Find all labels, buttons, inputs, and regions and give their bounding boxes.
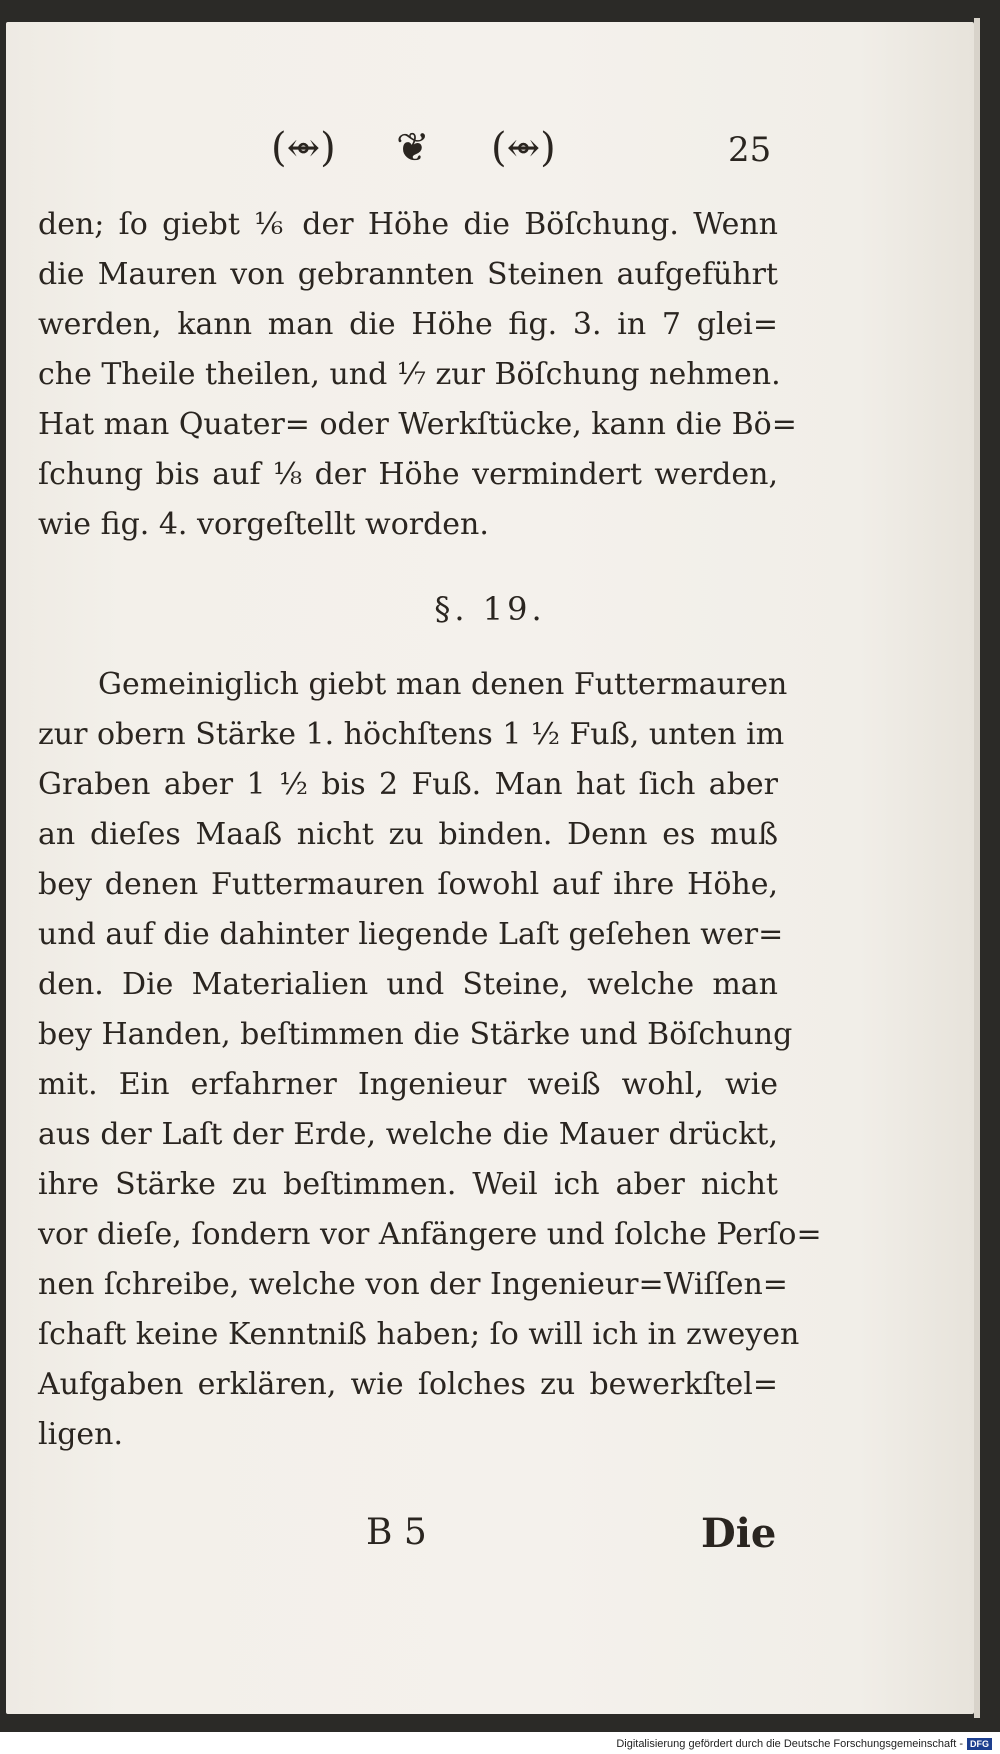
text-line: und auf die dahinter liegende Laſt geſehen wer= (38, 917, 784, 952)
text-line: den; ſo giebt ⅙ der Höhe die Böſchung. Wenn (38, 207, 778, 242)
text-line: mit. Ein erfahrner Ingenieur weiß wohl, wie (38, 1067, 778, 1102)
text-line: ſchaft keine Kenntniß haben; ſo will ich in zweyen (38, 1317, 800, 1352)
text-line: ihre Stärke zu beſtimmen. Weil ich aber nicht (38, 1167, 778, 1202)
signature-mark: B 5 (366, 1512, 427, 1553)
text-line: werden, kann man die Höhe fig. 3. in 7 glei= (38, 307, 778, 342)
text-line: an dieſes Maaß nicht zu binden. Denn es muß (38, 817, 778, 852)
paragraph-top (38, 200, 797, 550)
text-line: zur obern Stärke 1. höchſtens 1 ½ Fuß, unten im (38, 717, 785, 752)
credit-text: Digitalisierung gefördert durch die Deutsche Forschungsgemeinschaft - (616, 1738, 963, 1750)
text-line: die Mauren von gebrannten Steinen aufgeführt (38, 257, 778, 292)
catchword: Die (701, 1510, 777, 1557)
text-line: nen ſchreibe, welche von der Ingenieur=Wiſſen= (38, 1267, 788, 1302)
text-line: den. Die Materialien und Steine, welche man (38, 967, 778, 1002)
text-line: che Theile theilen, und ⅐ zur Böſchung nehmen. (38, 357, 781, 392)
text-line: ſchung bis auf ⅛ der Höhe vermindert werden, (38, 457, 778, 492)
text-line: aus der Laſt der Erde, welche die Mauer drückt, (38, 1117, 778, 1152)
page-number: 25 (728, 130, 772, 170)
paragraph-section-19 (38, 660, 822, 1460)
book-page (6, 22, 974, 1714)
dfg-logo-icon: DFG (967, 1738, 992, 1750)
section-heading: §. 19. (434, 590, 546, 628)
ornament-center-icon: ❦ (396, 125, 430, 171)
page-edge (974, 18, 980, 1718)
text-line: wie fig. 4. vorgeſtellt worden. (38, 507, 489, 542)
text-line: Aufgaben erklären, wie ſolches zu bewerkſtel= (38, 1367, 778, 1402)
ornament-right-icon: (⥈) (491, 125, 556, 171)
text-line: bey Handen, beſtimmen die Stärke und Böſchung (38, 1017, 793, 1052)
digitization-credit (616, 1738, 992, 1750)
text-line: Hat man Quater= oder Werkſtücke, kann die Bö= (38, 407, 797, 442)
text-line: Gemeiniglich giebt man denen Futtermauren (98, 667, 788, 702)
text-line: Graben aber 1 ½ bis 2 Fuß. Man hat ſich aber (38, 767, 778, 802)
page-header (6, 122, 974, 182)
text-line: bey denen Futtermauren ſowohl auf ihre Höhe, (38, 867, 778, 902)
ornament-left-icon: (⥈) (271, 125, 336, 171)
text-line: ligen. (38, 1417, 124, 1452)
text-line: vor dieſe, ſondern vor Anfängere und ſolche Perſo= (38, 1217, 822, 1252)
